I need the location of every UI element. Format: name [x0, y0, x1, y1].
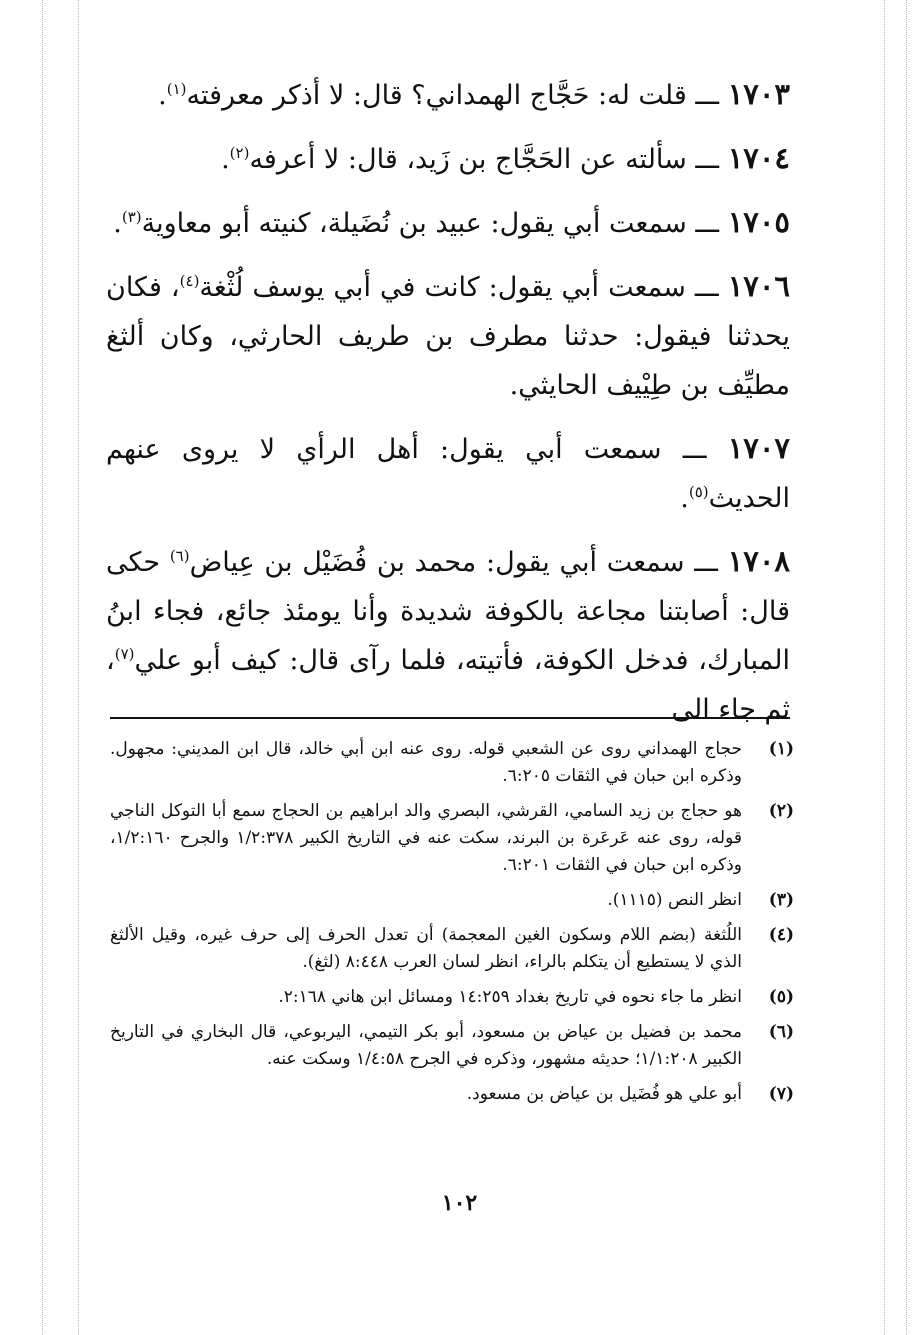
footnote-text: هو حجاج بن زيد السامي، القرشي، البصري والد ابراهيم بن الحجاج سمع أبا التوكل الناجي قوله، روى عنه عَرعَرة بن البرند، سكت عنه في التاريخ الكبير ١/٢:٣٧٨ والجرح ١/٢:١٦٠، وذكره ابن حبان في الثقات ٦:٢٠١.	[110, 801, 742, 875]
entry-text-end: .	[221, 144, 230, 175]
footnote-number: (٥)	[768, 987, 794, 1007]
entry-number: ١٧٠٣	[727, 77, 790, 111]
footnote-text: انظر ما جاء نحوه في تاريخ بغداد ١٤:٢٥٩ ومسائل ابن هاني ٢:١٦٨.	[278, 987, 742, 1007]
page-number: ١٠٢	[441, 1190, 478, 1216]
scan-margin-line	[884, 0, 885, 1335]
footnote-number: (٦)	[768, 1022, 794, 1042]
footnote-number: (٢)	[768, 801, 794, 821]
footnote-text: أبو علي هو فُضَيل بن عياض بن مسعود.	[466, 1084, 742, 1104]
entry-text-end: ، ثم جاء الى	[106, 645, 790, 725]
entry-1708: ١٧٠٨ ـــ سمعت أبي يقول: محمد بن فُضَيْل بن عِياض$^{(٦)}$ حكى قال: أصابتنا مجاعة بالكوفة شديدة وأنا يومئذ جائع، فجاء ابنُ المبارك، فدخل الكوفة، فأتيته، فلما رآى قال: كيف أبو علي$^{(٧)}$، ثم جاء الى	[106, 544, 790, 725]
entry-number: ١٧٠٨	[727, 544, 790, 578]
main-text	[106, 70, 790, 748]
scan-margin-line	[78, 0, 79, 1335]
footnote-ref: (٣)	[121, 208, 142, 226]
footnote-number: (١)	[768, 739, 794, 759]
footnote-4	[110, 922, 794, 976]
entry-1706: ١٧٠٦ ـــ سمعت أبي يقول: كانت في أبي يوسف لُثْغة$^{(٤)}$، فكان يحدثنا فيقول: حدثنا مطرف بن طريف الحارثي، وكان ألثغ مطيِّف بن طِيْيف الحايثي.	[106, 269, 791, 401]
entry-1704: ١٧٠٤ ـــ سألته عن الحَجَّاج بن زَيد، قال: لا أعرفه$^{(٢)}$.	[221, 141, 790, 175]
footnote-number: (٤)	[768, 925, 794, 945]
footnote-ref: (١)	[166, 80, 187, 98]
entry-text: سمعت أبي يقول: محمد بن فُضَيْل بن عِياض	[189, 547, 685, 578]
entry-number: ١٧٠٤	[727, 141, 790, 175]
entry-text: قلت له: حَجَّاج الهمداني؟ قال: لا أذكر معرفته	[186, 80, 687, 111]
entry-text-end: .	[158, 80, 167, 111]
entry-1707: ١٧٠٧ ـــ سمعت أبي يقول: أهل الرأي لا يروى عنهم الحديث$^{(٥)}$.	[106, 431, 790, 514]
footnote-divider	[110, 717, 790, 719]
footnote-1	[110, 736, 794, 790]
entry-text-end: .	[113, 208, 122, 239]
footnote-5	[110, 984, 794, 1011]
footnote-7	[110, 1081, 794, 1108]
scan-margin-line	[906, 0, 907, 1335]
footnotes	[110, 736, 794, 1116]
footnote-ref: (٥)	[688, 483, 709, 501]
footnote-ref: (٢)	[229, 144, 250, 162]
entry-text-mid: حكى قال: أصابتنا مجاعة بالكوفة شديدة وأنا يومئذ جائع، فجاء ابنُ المبارك، فدخل الكوفة، فأتيته، فلما رآى قال: كيف أبو علي	[106, 547, 790, 676]
entry-1703: ١٧٠٣ ـــ قلت له: حَجَّاج الهمداني؟ قال: لا أذكر معرفته$^{(١)}$.	[158, 77, 790, 111]
scan-margin-line	[42, 0, 43, 1335]
entry-text: سمعت أبي يقول: كانت في أبي يوسف لُثْغة	[199, 272, 686, 303]
entry-text-end: ، فكان يحدثنا فيقول: حدثنا مطرف بن طريف الحارثي، وكان ألثغ مطيِّف بن طِيْيف الحايثي.	[106, 272, 790, 401]
entry-number: ١٧٠٥	[727, 205, 790, 239]
entry-number: ١٧٠٧	[727, 431, 790, 465]
entry-text: سألته عن الحَجَّاج بن زَيد، قال: لا أعرفه	[249, 144, 687, 175]
footnote-text: حجاج الهمداني روى عن الشعبي قوله. روى عنه ابن أبي خالد، قال ابن المديني: مجهول. وذكره ابن حبان في الثقات ٦:٢٠٥.	[110, 739, 742, 786]
footnote-text: انظر النص (١١١٥).	[607, 890, 742, 910]
footnote-ref: (٦)	[169, 547, 190, 565]
footnote-6	[110, 1019, 794, 1073]
footnote-2	[110, 798, 794, 879]
footnote-number: (٣)	[768, 890, 794, 910]
footnote-ref: (٧)	[114, 645, 135, 663]
footnote-text: اللُثغة (بضم اللام وسكون الغين المعجمة) أن تعدل الحرف إلى حرف غيره، وقيل الألثغ الذي لا يستطيع أن يتكلم بالراء، انظر لسان العرب ٨:٤٤٨ (لثغ).	[110, 925, 742, 972]
entry-text: سمعت أبي يقول: عبيد بن نُضَيلة، كنيته أبو معاوية	[141, 208, 687, 239]
entry-number: ١٧٠٦	[727, 269, 791, 303]
footnote-ref: (٤)	[179, 272, 200, 290]
footnote-3	[110, 887, 794, 914]
entry-text-end: .	[680, 483, 689, 514]
footnote-text: محمد بن فضيل بن عياض بن مسعود، أبو بكر التيمي، اليربوعي، قال البخاري في التاريخ الكبير ١/١:٢٠٨؛ حديثه مشهور، وذكره في الجرح ١/٤:٥٨ وسكت عنه.	[110, 1022, 742, 1069]
footnote-number: (٧)	[768, 1084, 794, 1104]
entry-1705: ١٧٠٥ ـــ سمعت أبي يقول: عبيد بن نُضَيلة، كنيته أبو معاوية$^{(٣)}$.	[113, 205, 790, 239]
entry-text: سمعت أبي يقول: أهل الرأي لا يروى عنهم الحديث	[106, 434, 790, 514]
